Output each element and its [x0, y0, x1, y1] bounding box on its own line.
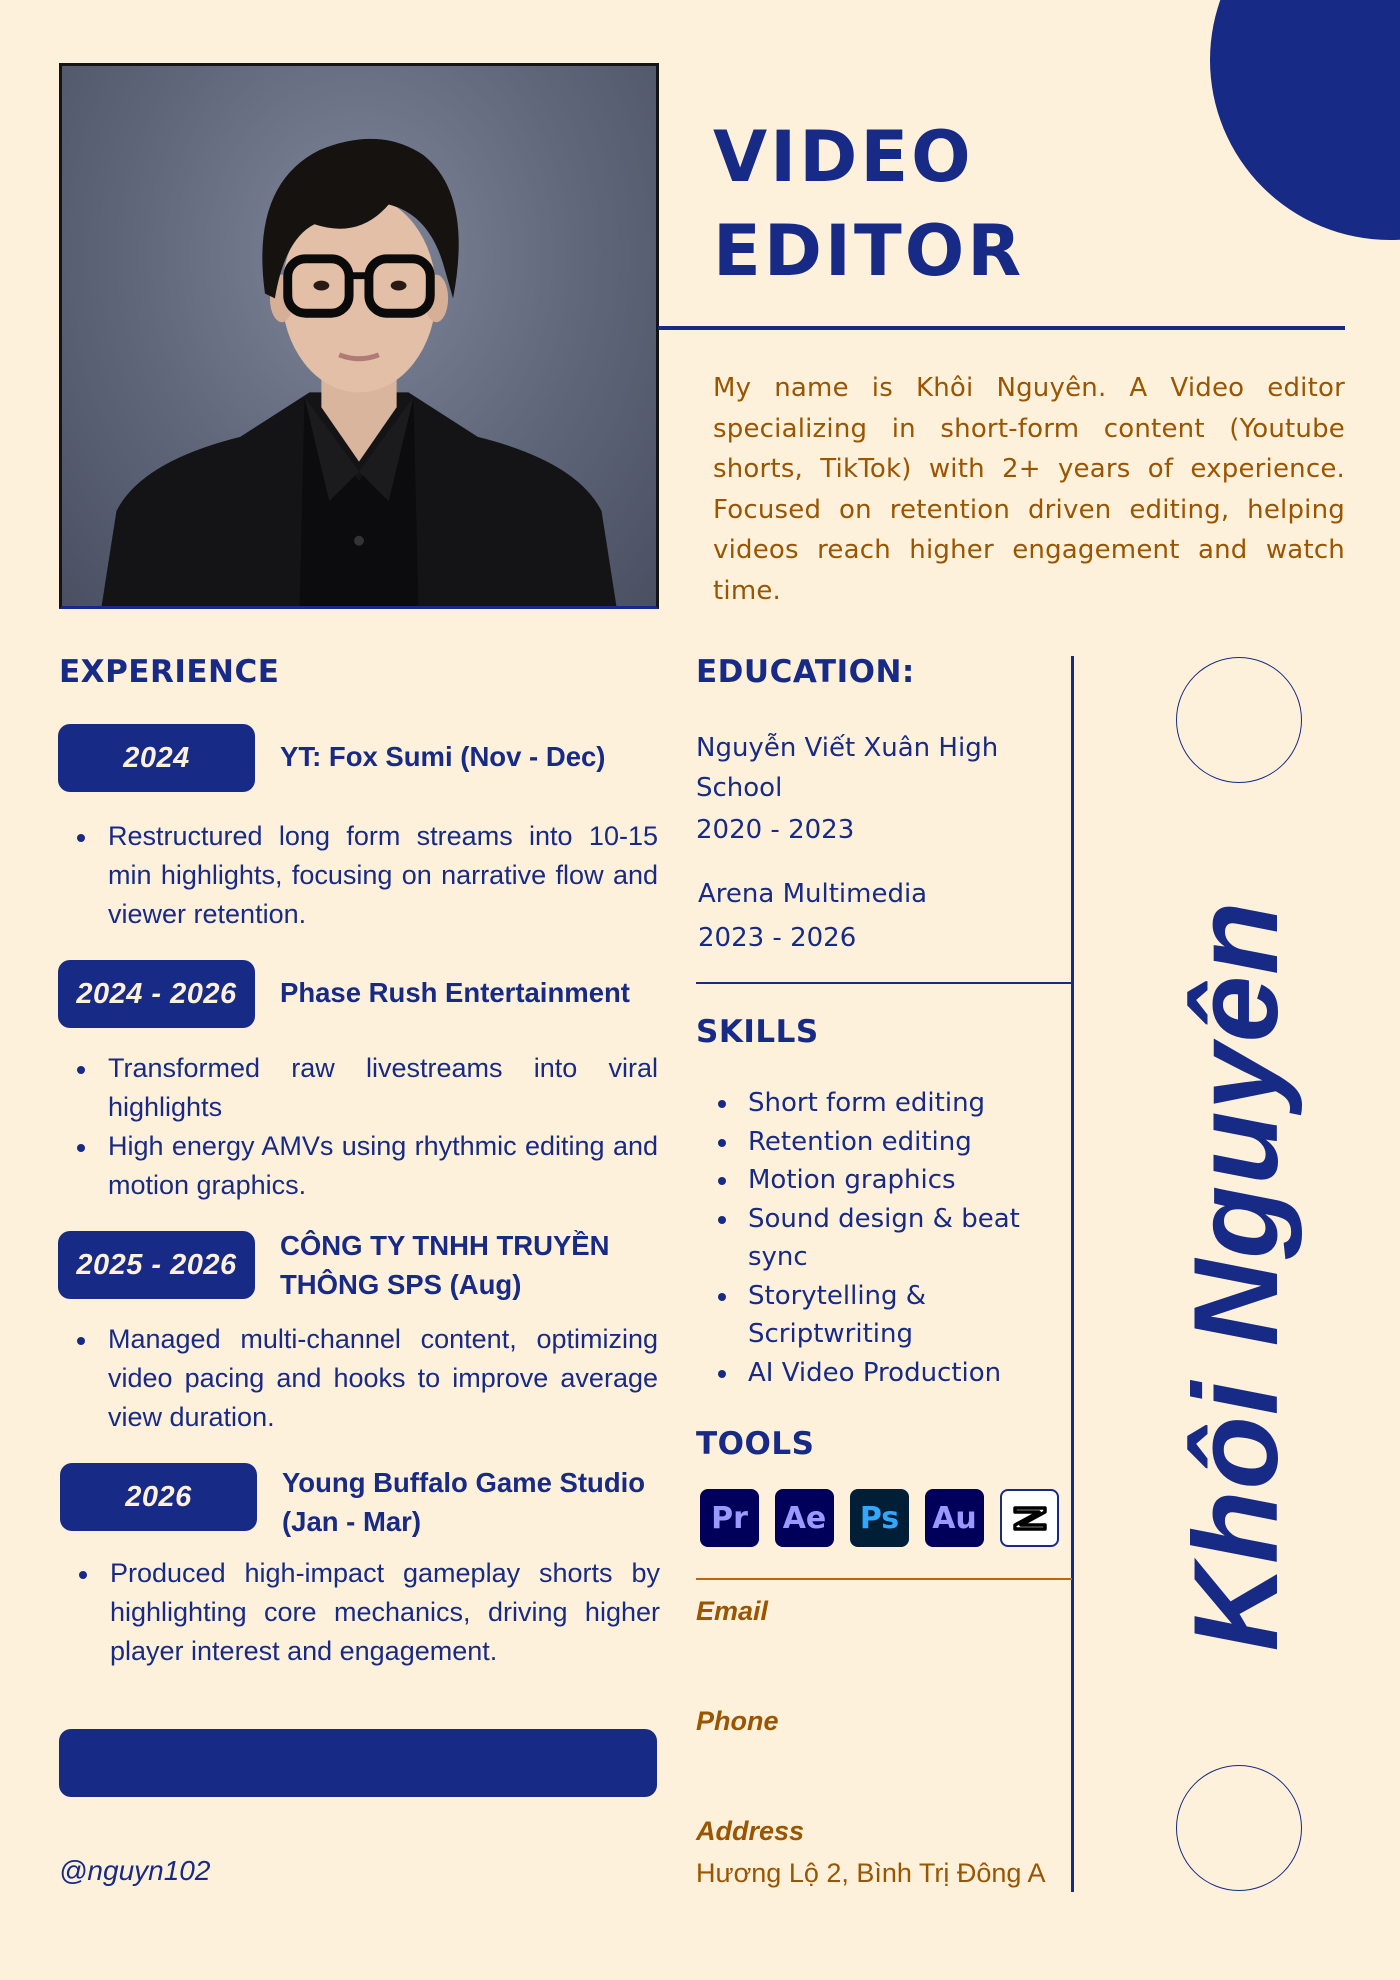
experience-bullets — [59, 817, 658, 934]
title-divider — [658, 326, 1345, 330]
capcut-icon — [1000, 1489, 1059, 1547]
job-title-line-1: VIDEO — [713, 116, 974, 198]
experience-bullet: Managed multi-channel content, optimizing video pacing and hooks to improve average view duration. — [59, 1320, 658, 1437]
experience-bullets — [59, 1320, 658, 1437]
tools-list — [700, 1489, 1059, 1547]
experience-bullets — [59, 1049, 658, 1205]
bio-summary: My name is Khôi Nguyên. A Video editor specializing in short-form content (Youtube shorts, TikTok) with 2+ years of experience. Focused on retention driven editing, helping videos reach higher engagement and watch time. — [713, 373, 1345, 606]
capcut-glyph — [1011, 1503, 1049, 1533]
decorative-ring-bottom — [1176, 1765, 1302, 1891]
experience-bullet: Produced high-impact gameplay shorts by highlighting core mechanics, driving higher player interest and engagement. — [61, 1554, 660, 1671]
decorative-ring-top — [1176, 657, 1302, 783]
tools-heading: TOOLS — [696, 1426, 815, 1462]
address-value: Hương Lộ 2, Bình Trị Đông A — [696, 1858, 1046, 1888]
experience-bullet: Transformed raw livestreams into viral highlights — [59, 1049, 658, 1127]
adobe-after-effects-icon: Ae — [775, 1489, 834, 1547]
experience-period-badge: 2024 — [58, 724, 255, 792]
education-heading: EDUCATION: — [696, 654, 915, 690]
social-handle[interactable]: @nguyn102 — [59, 1855, 211, 1886]
education-divider — [696, 982, 1072, 984]
education-years: 2020 - 2023 — [696, 815, 855, 845]
education-years: 2023 - 2026 — [698, 923, 857, 953]
skill-item: Motion graphics — [696, 1161, 1066, 1200]
vertical-divider — [1071, 656, 1074, 1892]
email-label: Email — [696, 1596, 769, 1626]
job-title-line-2: EDITOR — [713, 210, 1025, 292]
education-item — [698, 874, 1058, 958]
education-item — [696, 728, 1056, 850]
experience-company: Phase Rush Entertainment — [280, 977, 630, 1008]
adobe-premiere-icon: Pr — [700, 1489, 759, 1547]
skills-list — [696, 1084, 1066, 1392]
education-school: Arena Multimedia — [698, 879, 928, 909]
skills-heading: SKILLS — [696, 1014, 819, 1050]
job-title — [713, 110, 1024, 298]
phone-label: Phone — [696, 1706, 779, 1736]
vertical-name: Khôi Nguyên — [1169, 900, 1303, 1652]
skill-item: Storytelling & Scriptwriting — [696, 1277, 1066, 1354]
decorative-circle-top-right — [1210, 0, 1400, 240]
skill-item: AI Video Production — [696, 1354, 1066, 1393]
experience-period-badge: 2026 — [60, 1463, 257, 1531]
experience-period-badge: 2025 - 2026 — [58, 1231, 255, 1299]
experience-company: YT: Fox Sumi (Nov - Dec) — [280, 741, 606, 772]
address-label: Address — [696, 1816, 805, 1846]
experience-bullet: High energy AMVs using rhythmic editing and motion graphics. — [59, 1127, 658, 1205]
skill-item: Sound design & beat sync — [696, 1200, 1066, 1277]
experience-bullets — [61, 1554, 660, 1671]
adobe-photoshop-icon: Ps — [850, 1489, 909, 1547]
decorative-bottom-bar — [59, 1729, 657, 1797]
skill-item: Retention editing — [696, 1123, 1066, 1162]
education-school: Nguyễn Viết Xuân High School — [696, 733, 999, 803]
skill-item: Short form editing — [696, 1084, 1066, 1123]
adobe-audition-icon: Au — [925, 1489, 984, 1547]
experience-company: CÔNG TY TNHH TRUYỀN THÔNG SPS (Aug) — [280, 1230, 610, 1300]
experience-heading: EXPERIENCE — [59, 654, 280, 690]
experience-period-badge: 2024 - 2026 — [58, 960, 255, 1028]
experience-company: Young Buffalo Game Studio (Jan - Mar) — [282, 1467, 646, 1537]
portrait-illustration — [62, 66, 656, 606]
experience-bullet: Restructured long form streams into 10-15 min highlights, focusing on narrative flow and viewer retention. — [59, 817, 658, 934]
profile-photo — [59, 63, 659, 609]
tools-divider — [696, 1578, 1072, 1580]
